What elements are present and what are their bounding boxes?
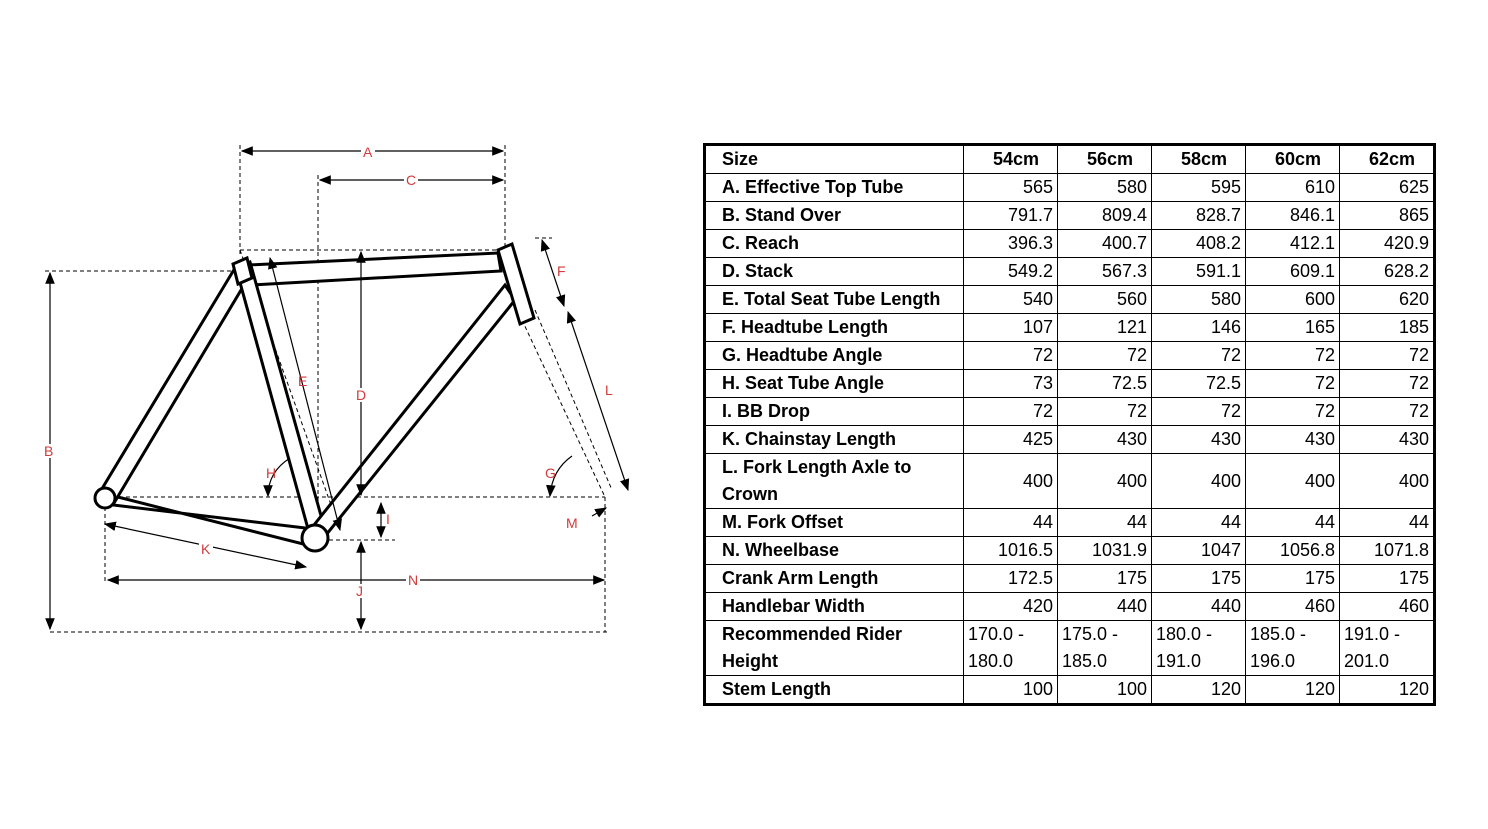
header-size-column: 58cm [1152, 145, 1246, 174]
row-value: 408.2 [1152, 230, 1246, 258]
row-value: 625 [1340, 174, 1435, 202]
row-value: 430 [1246, 426, 1340, 454]
row-label: H. Seat Tube Angle [705, 370, 964, 398]
table-row [705, 537, 1435, 565]
row-label: L. Fork Length Axle to Crown [705, 454, 964, 509]
row-value: 440 [1058, 593, 1152, 621]
row-value: 400 [1058, 454, 1152, 509]
row-value: 1031.9 [1058, 537, 1152, 565]
row-value: 580 [1152, 286, 1246, 314]
row-value: 72 [1058, 398, 1152, 426]
row-value: 72 [1246, 342, 1340, 370]
row-value: 846.1 [1246, 202, 1340, 230]
row-value: 165 [1246, 314, 1340, 342]
label-i: I [386, 511, 390, 527]
row-value: 400 [1246, 454, 1340, 509]
row-value: 828.7 [1152, 202, 1246, 230]
row-value: 610 [1246, 174, 1340, 202]
table-row [705, 426, 1435, 454]
row-value: 72.5 [1058, 370, 1152, 398]
rear-dropout [95, 488, 115, 508]
row-value: 72.5 [1152, 370, 1246, 398]
row-value: 560 [1058, 286, 1152, 314]
bottom-bracket [302, 525, 328, 551]
row-value: 1071.8 [1340, 537, 1435, 565]
row-value: 44 [1152, 509, 1246, 537]
row-value: 430 [1340, 426, 1435, 454]
row-label: I. BB Drop [705, 398, 964, 426]
row-label: Crank Arm Length [705, 565, 964, 593]
row-value: 420.9 [1340, 230, 1435, 258]
row-label: F. Headtube Length [705, 314, 964, 342]
row-value: 460 [1340, 593, 1435, 621]
row-value: 400.7 [1058, 230, 1152, 258]
header-size-column: 56cm [1058, 145, 1152, 174]
header-size-column: 54cm [964, 145, 1058, 174]
row-value: 185 [1340, 314, 1435, 342]
row-label: K. Chainstay Length [705, 426, 964, 454]
label-g: G [545, 465, 556, 481]
seat-tube [236, 262, 325, 536]
row-value: 440 [1152, 593, 1246, 621]
row-value: 175 [1340, 565, 1435, 593]
row-value: 420 [964, 593, 1058, 621]
row-label: Handlebar Width [705, 593, 964, 621]
table-row [705, 454, 1435, 509]
row-label: E. Total Seat Tube Length [705, 286, 964, 314]
row-value: 412.1 [1246, 230, 1340, 258]
row-value: 609.1 [1246, 258, 1340, 286]
reference-lines [45, 145, 612, 632]
row-value: 791.7 [964, 202, 1058, 230]
table-row [705, 202, 1435, 230]
geometry-table [703, 143, 1436, 706]
row-value: 565 [964, 174, 1058, 202]
top-tube [248, 253, 501, 285]
label-j: J [356, 583, 363, 599]
row-value: 120 [1246, 676, 1340, 705]
table-row [705, 286, 1435, 314]
down-tube [310, 285, 515, 540]
row-value: 175 [1152, 565, 1246, 593]
row-value: 1047 [1152, 537, 1246, 565]
table-row [705, 398, 1435, 426]
row-value: 567.3 [1058, 258, 1152, 286]
row-value: 72 [964, 342, 1058, 370]
row-value: 396.3 [964, 230, 1058, 258]
row-value: 44 [1340, 509, 1435, 537]
row-value: 591.1 [1152, 258, 1246, 286]
seat-clamp [233, 258, 252, 284]
table-row [705, 230, 1435, 258]
row-value: 72 [1340, 342, 1435, 370]
row-value: 100 [964, 676, 1058, 705]
row-value: 44 [1058, 509, 1152, 537]
row-value: 400 [964, 454, 1058, 509]
table-row [705, 676, 1435, 705]
label-e: E [298, 373, 308, 389]
row-value: 809.4 [1058, 202, 1152, 230]
row-value: 100 [1058, 676, 1152, 705]
row-value: 175 [1246, 565, 1340, 593]
table-row [705, 314, 1435, 342]
row-value: 107 [964, 314, 1058, 342]
table-row [705, 593, 1435, 621]
row-value: 628.2 [1340, 258, 1435, 286]
seatstay [100, 268, 250, 503]
table-header-row [705, 145, 1435, 174]
label-n: N [408, 572, 419, 588]
row-value: 180.0 - 191.0 [1152, 621, 1246, 676]
row-value: 1056.8 [1246, 537, 1340, 565]
table-row [705, 621, 1435, 676]
row-value: 73 [964, 370, 1058, 398]
row-value: 72 [964, 398, 1058, 426]
row-value: 72 [1340, 398, 1435, 426]
row-label: M. Fork Offset [705, 509, 964, 537]
header-size-column: 62cm [1340, 145, 1435, 174]
row-label: G. Headtube Angle [705, 342, 964, 370]
label-k: K [201, 541, 211, 557]
row-value: 72 [1152, 398, 1246, 426]
row-value: 430 [1058, 426, 1152, 454]
row-value: 549.2 [964, 258, 1058, 286]
row-label: C. Reach [705, 230, 964, 258]
row-label: D. Stack [705, 258, 964, 286]
row-value: 185.0 - 196.0 [1246, 621, 1340, 676]
bike-frame [95, 244, 534, 551]
label-f: F [557, 263, 566, 279]
row-value: 72 [1058, 342, 1152, 370]
row-value: 600 [1246, 286, 1340, 314]
header-size-column: 60cm [1246, 145, 1340, 174]
row-label: Recommended Rider Height [705, 621, 964, 676]
row-value: 175 [1058, 565, 1152, 593]
table-row [705, 174, 1435, 202]
label-a: A [363, 144, 373, 160]
table-row [705, 370, 1435, 398]
frame-geometry-diagram [0, 0, 680, 829]
label-h: H [266, 465, 277, 481]
row-value: 121 [1058, 314, 1152, 342]
row-value: 72 [1152, 342, 1246, 370]
table-row [705, 342, 1435, 370]
row-value: 120 [1152, 676, 1246, 705]
row-label: Stem Length [705, 676, 964, 705]
row-value: 175.0 - 185.0 [1058, 621, 1152, 676]
row-value: 191.0 - 201.0 [1340, 621, 1435, 676]
row-value: 146 [1152, 314, 1246, 342]
label-l: L [605, 382, 613, 398]
row-value: 120 [1340, 676, 1435, 705]
label-b: B [44, 443, 54, 459]
row-value: 400 [1340, 454, 1435, 509]
table-row [705, 509, 1435, 537]
row-value: 430 [1152, 426, 1246, 454]
row-value: 72 [1246, 370, 1340, 398]
row-value: 540 [964, 286, 1058, 314]
label-d: D [356, 387, 367, 403]
table-row [705, 258, 1435, 286]
row-value: 425 [964, 426, 1058, 454]
row-value: 865 [1340, 202, 1435, 230]
header-size-label: Size [705, 145, 964, 174]
row-value: 1016.5 [964, 537, 1058, 565]
row-label: B. Stand Over [705, 202, 964, 230]
label-c: C [406, 172, 417, 188]
row-value: 44 [964, 509, 1058, 537]
label-m: M [566, 515, 578, 531]
row-value: 460 [1246, 593, 1340, 621]
row-value: 172.5 [964, 565, 1058, 593]
row-value: 620 [1340, 286, 1435, 314]
row-label: N. Wheelbase [705, 537, 964, 565]
row-label: A. Effective Top Tube [705, 174, 964, 202]
table-row [705, 565, 1435, 593]
chainstay [98, 492, 322, 545]
row-value: 72 [1246, 398, 1340, 426]
row-value: 72 [1340, 370, 1435, 398]
row-value: 400 [1152, 454, 1246, 509]
row-value: 44 [1246, 509, 1340, 537]
row-value: 170.0 - 180.0 [964, 621, 1058, 676]
row-value: 580 [1058, 174, 1152, 202]
row-value: 595 [1152, 174, 1246, 202]
dimension-arrows [50, 151, 628, 629]
